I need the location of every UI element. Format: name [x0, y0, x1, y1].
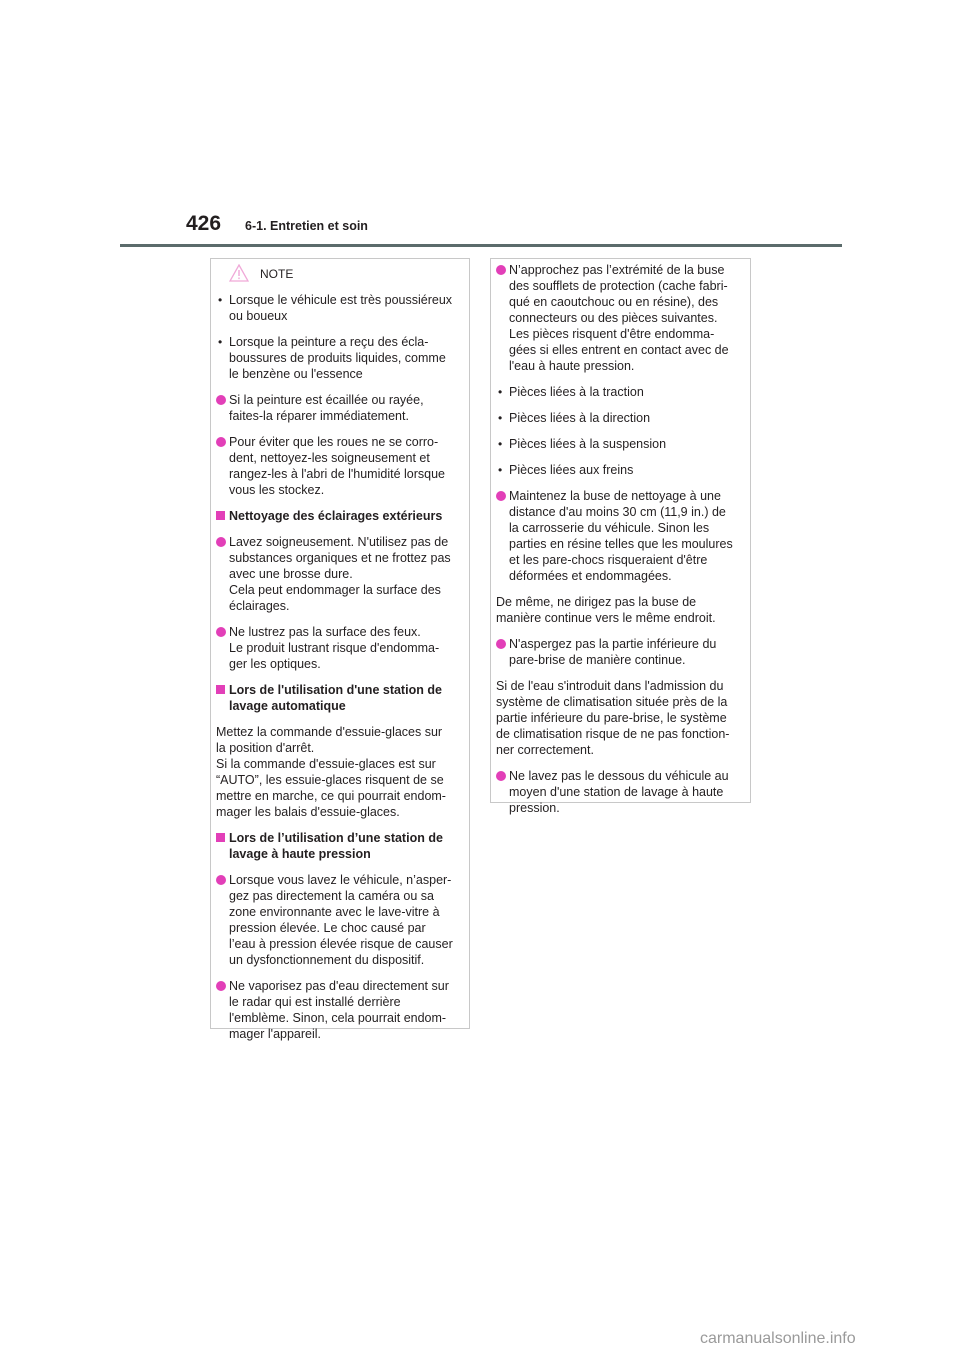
text-line: pare-brise de manière continue. [509, 653, 686, 667]
section-heading [216, 682, 463, 714]
text-line: Si la commande d'essuie-glaces est sur [216, 757, 436, 771]
page-number: 426 [186, 212, 222, 235]
text-line: pression élevée. Le choc causé par [229, 921, 426, 935]
list-item [496, 488, 744, 584]
bullet-icon: • [498, 385, 503, 399]
text-line: ger les optiques. [229, 657, 321, 671]
text-line: Nettoyage des éclairages extérieurs [229, 509, 443, 523]
text-line: Ne lavez pas le dessous du véhicule au [509, 769, 729, 783]
text-line: Pièces liées aux freins [509, 463, 634, 477]
text-line: Lors de l'utilisation d'une station de [229, 683, 442, 697]
text-line: déformées et endommagées. [509, 569, 672, 583]
text-line: Cela peut endommager la surface des [229, 583, 441, 597]
text-line: Ne vaporisez pas d'eau directement sur [229, 979, 449, 993]
note-content-left [211, 288, 469, 1042]
bullet-dot-icon [496, 491, 506, 501]
text-line: un dysfonctionnement du dispositif. [229, 953, 425, 967]
list-item [216, 392, 463, 424]
text-line: lavage automatique [229, 699, 346, 713]
bullet-dot-icon [496, 771, 506, 781]
text-line: gez pas directement la caméra ou sa [229, 889, 434, 903]
text-line: Maintenez la buse de nettoyage à une [509, 489, 721, 503]
bullet-icon: • [218, 293, 223, 307]
bullet-square-icon [216, 511, 225, 520]
text-line: Pièces liées à la suspension [509, 437, 667, 451]
section-heading [216, 508, 463, 524]
text-line: avec une brosse dure. [229, 567, 353, 581]
text-line: l'emblème. Sinon, cela pourrait endom- [229, 1011, 447, 1025]
text-line: Pour éviter que les roues ne se corro- [229, 435, 439, 449]
list-item [216, 434, 463, 498]
text-line: Lavez soigneusement. N'utilisez pas de [229, 535, 449, 549]
bullet-dot-icon [216, 981, 226, 991]
text-line: manière continue vers le même endroit. [496, 611, 716, 625]
text-line: système de climatisation située près de la [496, 695, 728, 709]
text-line: ner correctement. [496, 743, 594, 757]
list-item [496, 384, 744, 400]
paragraph [496, 594, 744, 626]
text-line: Pièces liées à la direction [509, 411, 651, 425]
list-item [496, 462, 744, 478]
text-line: qué en caoutchouc ou en résine), des [509, 295, 719, 309]
bullet-dot-icon [216, 395, 226, 405]
text-line: le radar qui est installé derrière [229, 995, 401, 1009]
bullet-dot-icon [216, 537, 226, 547]
text-line: gées si elles entrent en contact avec de [509, 343, 729, 357]
note-header [211, 259, 469, 288]
text-line: éclairages. [229, 599, 290, 613]
text-line: Mettez la commande d'essuie-glaces sur [216, 725, 443, 739]
text-line: vous les stockez. [229, 483, 325, 497]
text-line: Lors de l’utilisation d’une station de [229, 831, 443, 845]
note-label: NOTE [260, 267, 294, 281]
text-line: Si la peinture est écaillée ou rayée, [229, 393, 424, 407]
bullet-dot-icon [216, 875, 226, 885]
text-line: connecteurs ou des pièces suivantes. [509, 311, 718, 325]
text-line: Si de l'eau s'introduit dans l'admission du [496, 679, 724, 693]
text-line: des soufflets de protection (cache fabri- [509, 279, 728, 293]
text-line: lavage à haute pression [229, 847, 371, 861]
list-item [216, 978, 463, 1042]
text-line: Le produit lustrant risque d'endomma- [229, 641, 440, 655]
note-box [210, 258, 470, 1041]
text-line: dent, nettoyez-les soigneusement et [229, 451, 430, 465]
text-line: De même, ne dirigez pas la buse de [496, 595, 697, 609]
text-line: “AUTO”, les essuie-glaces risquent de se [216, 773, 444, 787]
bullet-icon: • [498, 463, 503, 477]
text-line: rangez-les à l'abri de l'humidité lorsque [229, 467, 445, 481]
bullet-icon: • [498, 437, 503, 451]
text-line: moyen d'une station de lavage à haute [509, 785, 724, 799]
bullet-dot-icon [496, 639, 506, 649]
paragraph [216, 724, 463, 820]
list-item [496, 410, 744, 426]
text-line: la carrosserie du véhicule. Sinon les [509, 521, 710, 535]
footer-watermark: carmanualsonline.info [700, 1330, 856, 1347]
header-rule [120, 244, 842, 247]
text-line: zone environnante avec le lave-vitre à [229, 905, 440, 919]
bullet-dot-icon [496, 265, 506, 275]
text-line: mettre en marche, ce qui pourrait endom- [216, 789, 446, 803]
bullet-dot-icon [216, 437, 226, 447]
bullet-dot-icon [216, 627, 226, 637]
text-line: N'aspergez pas la partie inférieure du [509, 637, 717, 651]
text-line: Lorsque vous lavez le véhicule, n’asper- [229, 873, 452, 887]
text-line: l'eau à haute pression. [509, 359, 635, 373]
text-line: mager les balais d'essuie-glaces. [216, 805, 400, 819]
text-line: ou boueux [229, 309, 288, 323]
text-line: N’approchez pas l’extrémité de la buse [509, 263, 725, 277]
note-box-continued [490, 258, 751, 815]
text-line: Les pièces risquent d'être endomma- [509, 327, 715, 341]
list-item [216, 334, 463, 382]
list-item [216, 624, 463, 672]
text-line: partie inférieure du pare-brise, le système [496, 711, 727, 725]
text-line: faites-la réparer immédiatement. [229, 409, 409, 423]
paragraph [496, 678, 744, 758]
bullet-icon: • [498, 411, 503, 425]
text-line: boussures de produits liquides, comme [229, 351, 446, 365]
list-item [216, 534, 463, 614]
text-line: le benzène ou l'essence [229, 367, 363, 381]
bullet-icon: • [218, 335, 223, 349]
text-line: substances organiques et ne frottez pas [229, 551, 451, 565]
text-line: parties en résine telles que les moulures [509, 537, 733, 551]
list-item [496, 768, 744, 816]
section-title: 6-1. Entretien et soin [245, 219, 368, 233]
text-line: la position d'arrêt. [216, 741, 315, 755]
text-line: de climatisation risque de ne pas fonction- [496, 727, 730, 741]
list-item [496, 436, 744, 452]
list-item [216, 292, 463, 324]
text-line: Lorsque le véhicule est très poussiéreux [229, 293, 453, 307]
text-line: distance d'au moins 30 cm (11,9 in.) de [509, 505, 726, 519]
text-line: et les pare-chocs risqueraient d'être [509, 553, 708, 567]
list-item [216, 872, 463, 968]
text-line: Lorsque la peinture a reçu des écla- [229, 335, 429, 349]
text-line: Pièces liées à la traction [509, 385, 644, 399]
text-line: pression. [509, 801, 560, 815]
bullet-square-icon [216, 833, 225, 842]
text-line: mager l'appareil. [229, 1027, 322, 1041]
note-content-right [491, 259, 750, 816]
text-line: Ne lustrez pas la surface des feux. [229, 625, 421, 639]
list-item [496, 262, 744, 374]
warning-triangle-icon [229, 264, 249, 282]
bullet-square-icon [216, 685, 225, 694]
text-line: l’eau à pression élevée risque de causer [229, 937, 453, 951]
list-item [496, 636, 744, 668]
section-heading [216, 830, 463, 862]
